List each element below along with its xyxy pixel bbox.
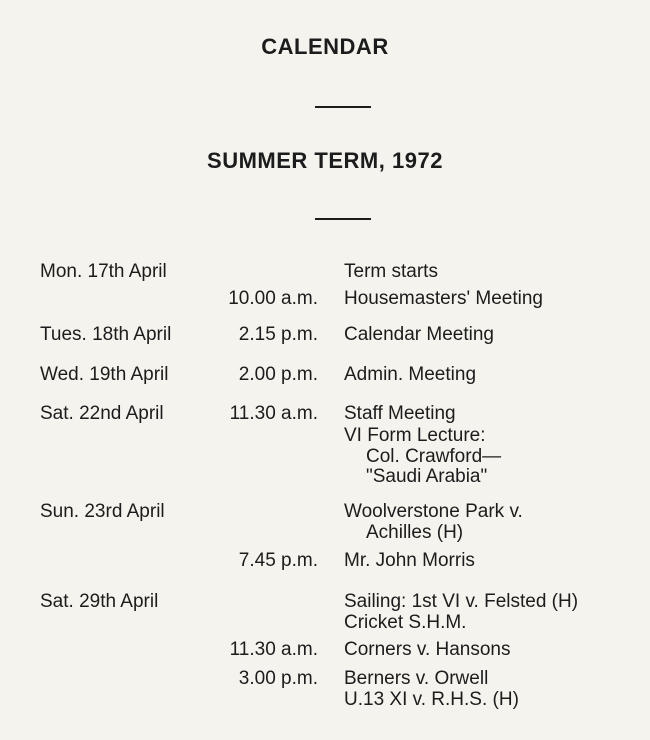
entry-event: Mr. John Morris bbox=[344, 550, 475, 571]
entry-time: 2.15 p.m. bbox=[238, 324, 318, 345]
entry-time: 11.30 a.m. bbox=[229, 639, 318, 660]
entry-date: Mon. 17th April bbox=[40, 261, 167, 282]
entry-time: 11.30 a.m. bbox=[229, 403, 318, 424]
entry-event: "Saudi Arabia" bbox=[366, 466, 488, 487]
entry-date: Tues. 18th April bbox=[40, 324, 172, 345]
entry-event: U.13 XI v. R.H.S. (H) bbox=[344, 689, 519, 710]
entry-date: Sat. 22nd April bbox=[40, 403, 164, 424]
entry-event: Berners v. Orwell bbox=[344, 668, 489, 689]
entry-time: 2.00 p.m. bbox=[238, 364, 318, 385]
term-heading: SUMMER TERM, 1972 bbox=[207, 148, 443, 173]
entry-time: 10.00 a.m. bbox=[228, 288, 318, 309]
entry-event: Woolverstone Park v. bbox=[344, 501, 523, 522]
entry-event: Sailing: 1st VI v. Felsted (H) bbox=[344, 591, 579, 612]
entry-event: Cricket S.H.M. bbox=[344, 612, 467, 633]
entry-date: Sun. 23rd April bbox=[40, 501, 165, 522]
entry-event: VI Form Lecture: bbox=[344, 425, 486, 446]
entry-event: Staff Meeting bbox=[344, 403, 456, 424]
entry-event: Term starts bbox=[344, 261, 438, 282]
entry-event: Admin. Meeting bbox=[344, 364, 477, 385]
page-title: CALENDAR bbox=[261, 34, 389, 59]
entry-event: Achilles (H) bbox=[366, 522, 464, 543]
entry-time: 3.00 p.m. bbox=[238, 668, 318, 689]
entry-event: Corners v. Hansons bbox=[344, 639, 511, 660]
entry-event: Calendar Meeting bbox=[344, 324, 494, 345]
entry-date: Wed. 19th April bbox=[40, 364, 169, 385]
entry-event: Col. Crawford— bbox=[366, 446, 502, 467]
entry-event: Housemasters' Meeting bbox=[344, 288, 543, 309]
entry-date: Sat. 29th April bbox=[40, 591, 159, 612]
entry-time: 7.45 p.m. bbox=[238, 550, 318, 571]
